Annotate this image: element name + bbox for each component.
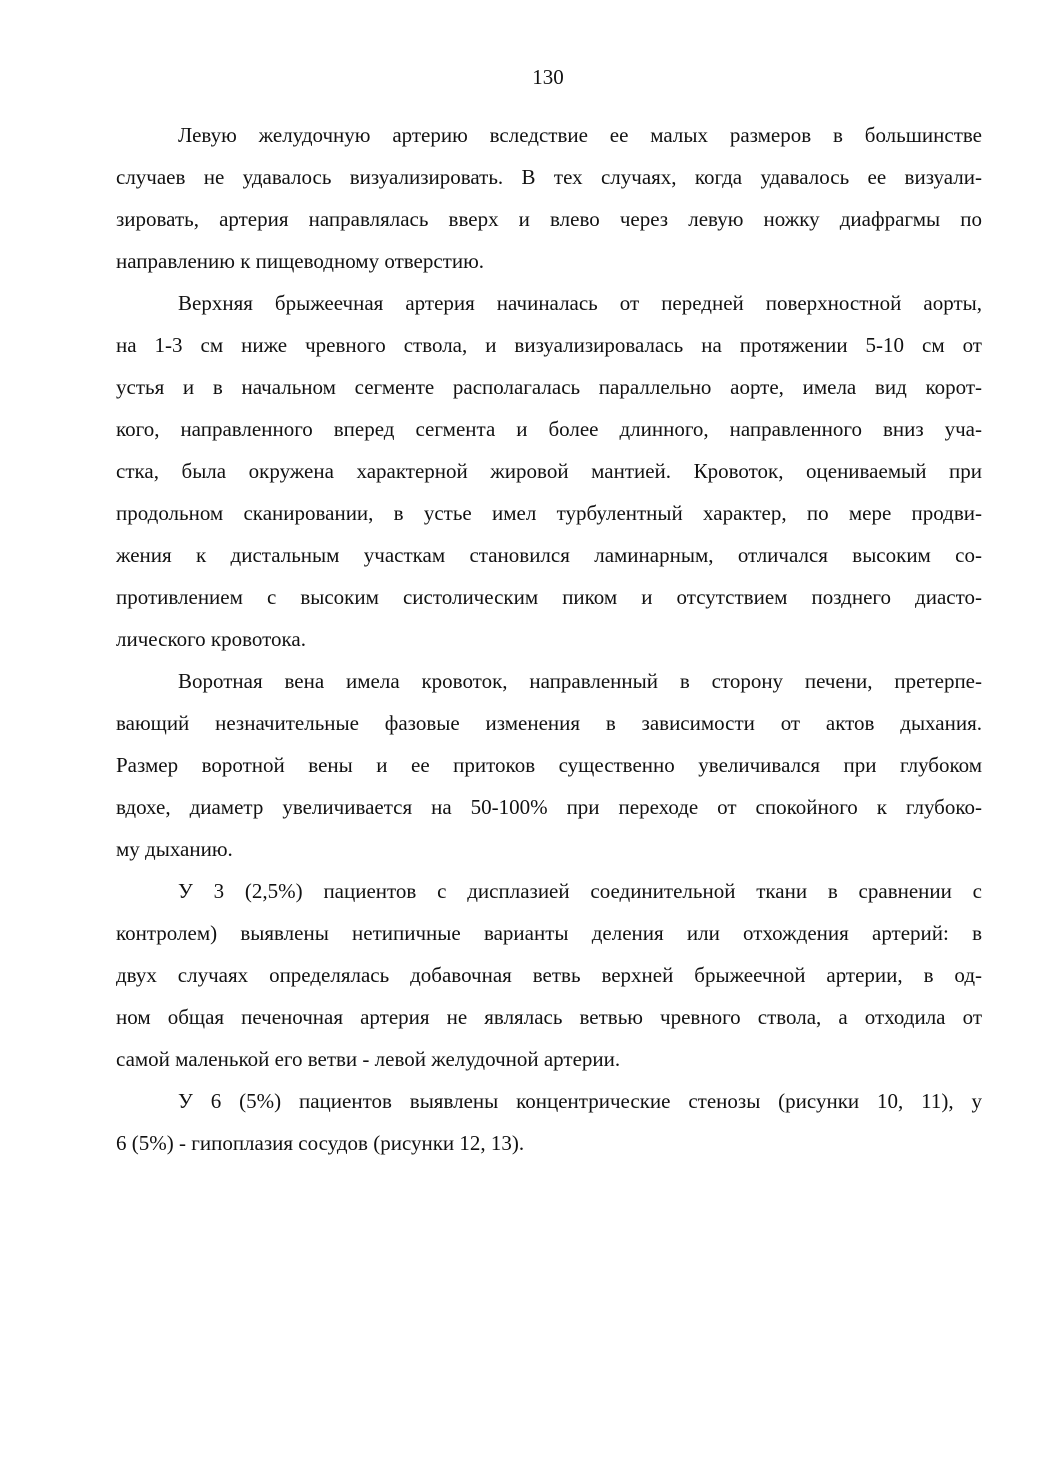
text-line: Верхняя брыжеечная артерия начиналась от передней поверхностной аорты,: [178, 291, 982, 315]
text-line: случаев не удавалось визуализировать. В тех случаях, когда удавалось ее визуали-: [116, 165, 982, 189]
text-line: ном общая печеночная артерия не являлась ветвью чревного ствола, а отходила от: [116, 1005, 982, 1029]
body-text: [116, 114, 982, 1164]
text-line: У 3 (2,5%) пациентов с дисплазией соединительной ткани в сравнении с: [178, 879, 982, 903]
text-line: двух случаях определялась добавочная ветвь верхней брыжеечной артерии, в од-: [116, 963, 982, 987]
page-number: 130: [532, 65, 564, 89]
text-line: му дыханию.: [116, 837, 233, 861]
paragraph-portal-vein: [116, 660, 982, 870]
text-line: вдохе, диаметр увеличивается на 50-100% при переходе от спокойного к глубоко-: [116, 795, 982, 819]
text-line: на 1-3 см ниже чревного ствола, и визуализировалась на протяжении 5-10 см от: [116, 333, 982, 357]
text-line: продольном сканировании, в устье имел турбулентный характер, по мере продви-: [116, 501, 982, 525]
paragraph-left-gastric-artery: [116, 114, 982, 282]
text-line: противлением с высоким систолическим пиком и отсутствием позднего диасто-: [116, 585, 982, 609]
text-line: зировать, артерия направлялась вверх и влево через левую ножку диафрагмы по: [116, 207, 982, 231]
text-line: стка, была окружена характерной жировой мантией. Кровоток, оцениваемый при: [116, 459, 982, 483]
text-line: У 6 (5%) пациентов выявлены концентрические стенозы (рисунки 10, 11), у: [178, 1089, 982, 1113]
text-line: жения к дистальным участкам становился ламинарным, отличался высоким со-: [116, 543, 982, 567]
text-line: лического кровотока.: [116, 627, 306, 651]
text-line: вающий незначительные фазовые изменения в зависимости от актов дыхания.: [116, 711, 982, 735]
text-line: Левую желудочную артерию вследствие ее малых размеров в большинстве: [178, 123, 982, 147]
text-line: Размер воротной вены и ее притоков существенно увеличивался при глубоком: [116, 753, 982, 777]
text-line: устья и в начальном сегменте располагалась параллельно аорте, имела вид корот-: [116, 375, 982, 399]
text-line: кого, направленного вперед сегмента и более длинного, направленного вниз уча-: [116, 417, 982, 441]
text-line: направлению к пищеводному отверстию.: [116, 249, 485, 273]
text-line: Воротная вена имела кровоток, направленный в сторону печени, претерпе-: [178, 669, 982, 693]
text-line: самой маленькой его ветви - левой желудочной артерии.: [116, 1047, 621, 1071]
text-line: контролем) выявлены нетипичные варианты деления или отхождения артерий: в: [116, 921, 982, 945]
paragraph-atypical-variants: [116, 870, 982, 1080]
text-line: 6 (5%) - гипоплазия сосудов (рисунки 12, 13).: [116, 1131, 525, 1155]
paragraph-superior-mesenteric-artery: [116, 282, 982, 660]
paragraph-stenoses: [116, 1080, 982, 1164]
